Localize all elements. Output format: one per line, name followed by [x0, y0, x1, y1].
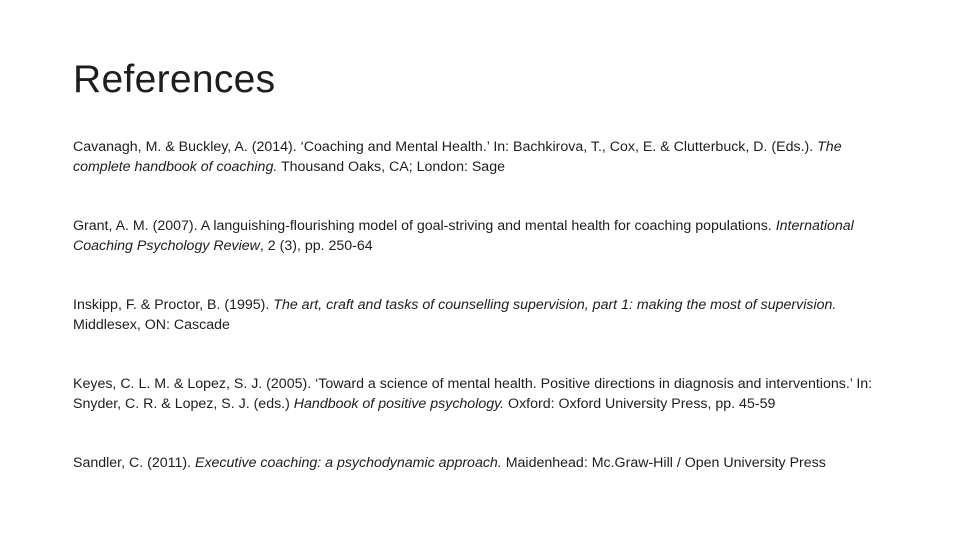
reference-title: Handbook of positive psychology. [293, 396, 505, 412]
page-title: References [73, 58, 276, 101]
reference-text: Keyes, C. L. M. & Lopez, S. J. (2005). ‘Toward a science of mental health. Positive directions in diagnosis and interventions.’ In: Snyder, C. R. & Lopez, S. J. (eds.) [73, 376, 873, 412]
reference-text: Cavanagh, M. & Buckley, A. (2014). ‘Coaching and Mental Health.’ In: Bachkirova, T., Cox, E. & Clutterbuck, D. (Eds.). [73, 139, 818, 155]
reference-publisher: Oxford: Oxford University Press, pp. 45-59 [504, 396, 776, 412]
reference-list [73, 137, 888, 473]
reference-publisher: Maidenhead: Mc.Graw-Hill / Open University Press [501, 455, 826, 471]
reference-title: International Coaching Psychology Review [73, 218, 854, 254]
reference-item [73, 216, 888, 256]
reference-item [73, 453, 888, 473]
reference-title: Executive coaching: a psychodynamic approach. [194, 455, 502, 471]
reference-title: The complete handbook of coaching. [73, 139, 842, 175]
reference-title: The art, craft and tasks of counselling supervision, part 1: making the most of supervision. [273, 297, 837, 313]
reference-item [73, 374, 888, 414]
reference-text: Sandler, C. (2011). [73, 455, 195, 471]
reference-publisher: Thousand Oaks, CA; London: Sage [277, 159, 505, 175]
reference-publisher: , 2 (3), pp. 250-64 [259, 238, 373, 254]
reference-item [73, 295, 888, 335]
reference-item [73, 137, 888, 177]
reference-publisher: Middlesex, ON: Cascade [73, 317, 230, 333]
reference-text: Inskipp, F. & Proctor, B. (1995). [73, 297, 274, 313]
reference-text: Grant, A. M. (2007). A languishing-flourishing model of goal-striving and mental health for coaching populations. [73, 218, 776, 234]
